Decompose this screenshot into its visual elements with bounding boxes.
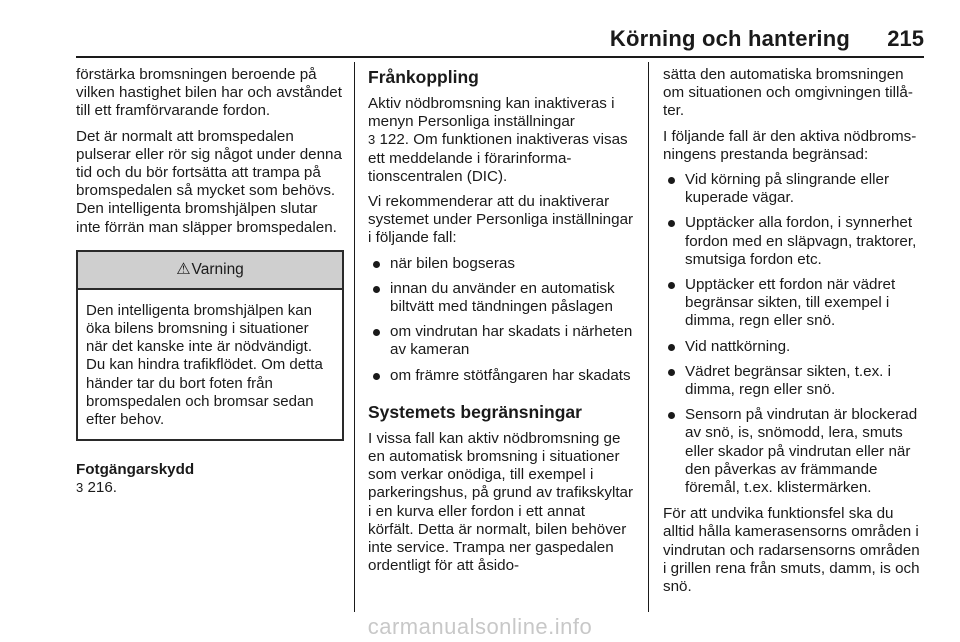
list-item-text: Vid nattkörning. <box>685 337 791 355</box>
page-reference[interactable] <box>76 479 344 497</box>
warning-title: Varning <box>191 260 244 278</box>
paragraph: I vissa fall kan aktiv nödbromsning ge en automatisk bromsning i situationer som verkar onödiga, till exempel i parkeringshus, på grund av trafikskyltar i en kurva eller fordon i ett annat körfält. Detta är normalt, bilen behöver inte service. Trampa ner gaspedalen ordentligt för att åsido- <box>368 429 634 575</box>
list-item <box>663 214 927 269</box>
list-item <box>368 323 634 359</box>
bullet-list <box>368 255 634 385</box>
section-heading: Systemets begränsningar <box>368 401 582 422</box>
list-item <box>663 338 927 356</box>
section-heading: Frånkoppling <box>368 67 479 87</box>
bullet-icon <box>668 282 675 289</box>
bullet-icon <box>668 344 675 351</box>
list-item-text: om vindrutan har skadats i närheten av kameran <box>390 323 633 359</box>
section-heading: Fotgängarskydd <box>76 461 195 479</box>
bullet-icon <box>668 369 675 376</box>
paragraph: I följande fall är den aktiva nödbromsningens prestanda begränsad: <box>663 127 917 163</box>
warning-box <box>76 250 344 441</box>
paragraph-text: Aktiv nödbromsning kan inaktiveras i menyn Personliga inställningar <box>368 95 615 131</box>
list-item <box>663 171 927 207</box>
list-item-text: när bilen bogseras <box>390 254 515 272</box>
paragraph <box>368 95 634 186</box>
paragraph: sätta den automatiska bromsningen om situationen och omgivningen tillåter. <box>663 66 913 120</box>
list-item-text: Sensorn på vindrutan är blockerad av snö, is, snömodd, lera, smuts eller skador på vindrutan eller när den påverkas av främmande föremål, t.ex. klistermärken. <box>685 406 918 497</box>
warning-header <box>78 252 342 290</box>
list-item <box>368 255 634 273</box>
list-item <box>368 367 634 385</box>
reference-arrow-icon: 3 <box>76 480 84 496</box>
column-1 <box>76 66 344 498</box>
paragraph: För att undvika funktionsfel ska du alltid hålla kamerasensorns områden i vindrutan och radarsensorns områden i grillen rena från smuts, damm, is och snö. <box>663 505 920 596</box>
page-header-title: Körning och hantering <box>609 26 850 51</box>
list-item <box>663 276 927 331</box>
page-number: 215 <box>887 26 924 51</box>
bullet-icon <box>668 220 675 227</box>
list-item <box>663 363 927 399</box>
list-item-text: innan du använder en automatisk biltvätt med tändningen påslagen <box>390 279 615 316</box>
watermark: carmanualsonline.info <box>367 614 593 639</box>
list-item <box>663 406 927 497</box>
list-item <box>368 280 634 316</box>
column-divider-1 <box>354 62 355 612</box>
reference-page: 216. <box>87 479 118 497</box>
column-2 <box>368 66 634 582</box>
list-item-text: om främre stötfångaren har skadats <box>390 366 631 384</box>
column-divider-2 <box>648 62 649 612</box>
reference-text[interactable]: 122. Om funktionen inaktiveras visas ett meddelande i förarinformationscentralen (DIC). <box>368 131 628 185</box>
list-item-text: Vid körning på slingrande eller kuperade vägar. <box>685 171 890 207</box>
reference-arrow-icon: 3 <box>368 132 376 148</box>
list-item-text: Vädret begränsar sikten, t.ex. i dimma, regn eller snö. <box>685 362 891 399</box>
paragraph: förstärka bromsningen beroende på vilken hastighet bilen har och avståndet till ett framförvarande fordon. <box>76 66 342 120</box>
warning-text: Den intelligenta bromshjälpen kan öka bilens bromsning i situationer när det kanske inte är nödvändigt. Du kan hindra trafikflödet. Om detta händer tar du bort foten från bromspedalen och bromsar sedan efter behov. <box>86 301 323 429</box>
bullet-icon <box>373 373 380 380</box>
list-item-text: Upptäcker alla fordon, i synnerhet fordon med en släpvagn, traktorer, smutsiga fordon etc. <box>685 214 917 268</box>
column-3 <box>663 66 927 603</box>
paragraph: Det är normalt att bromspedalen pulserar eller rör sig något under denna tid och du bör fortsätta att trampa på bromspedalen så mycket som behövs. Den intelligenta bromshjälpen slutar inte förrän man släpper bromspedalen. <box>76 127 342 236</box>
bullet-icon <box>373 286 380 293</box>
bullet-icon <box>373 329 380 336</box>
bullet-icon <box>668 177 675 184</box>
bullet-list <box>663 171 927 497</box>
warning-triangle-icon: ⚠ <box>176 260 191 278</box>
bullet-icon <box>668 412 675 419</box>
list-item-text: Upptäcker ett fordon när vädret begränsar sikten, till exempel i dimma, regn eller snö. <box>685 276 896 330</box>
paragraph: Vi rekommenderar att du inaktiverar systemet under Personliga inställningar i följande fall: <box>368 193 634 247</box>
bullet-icon <box>373 261 380 268</box>
header-rule <box>76 56 924 58</box>
